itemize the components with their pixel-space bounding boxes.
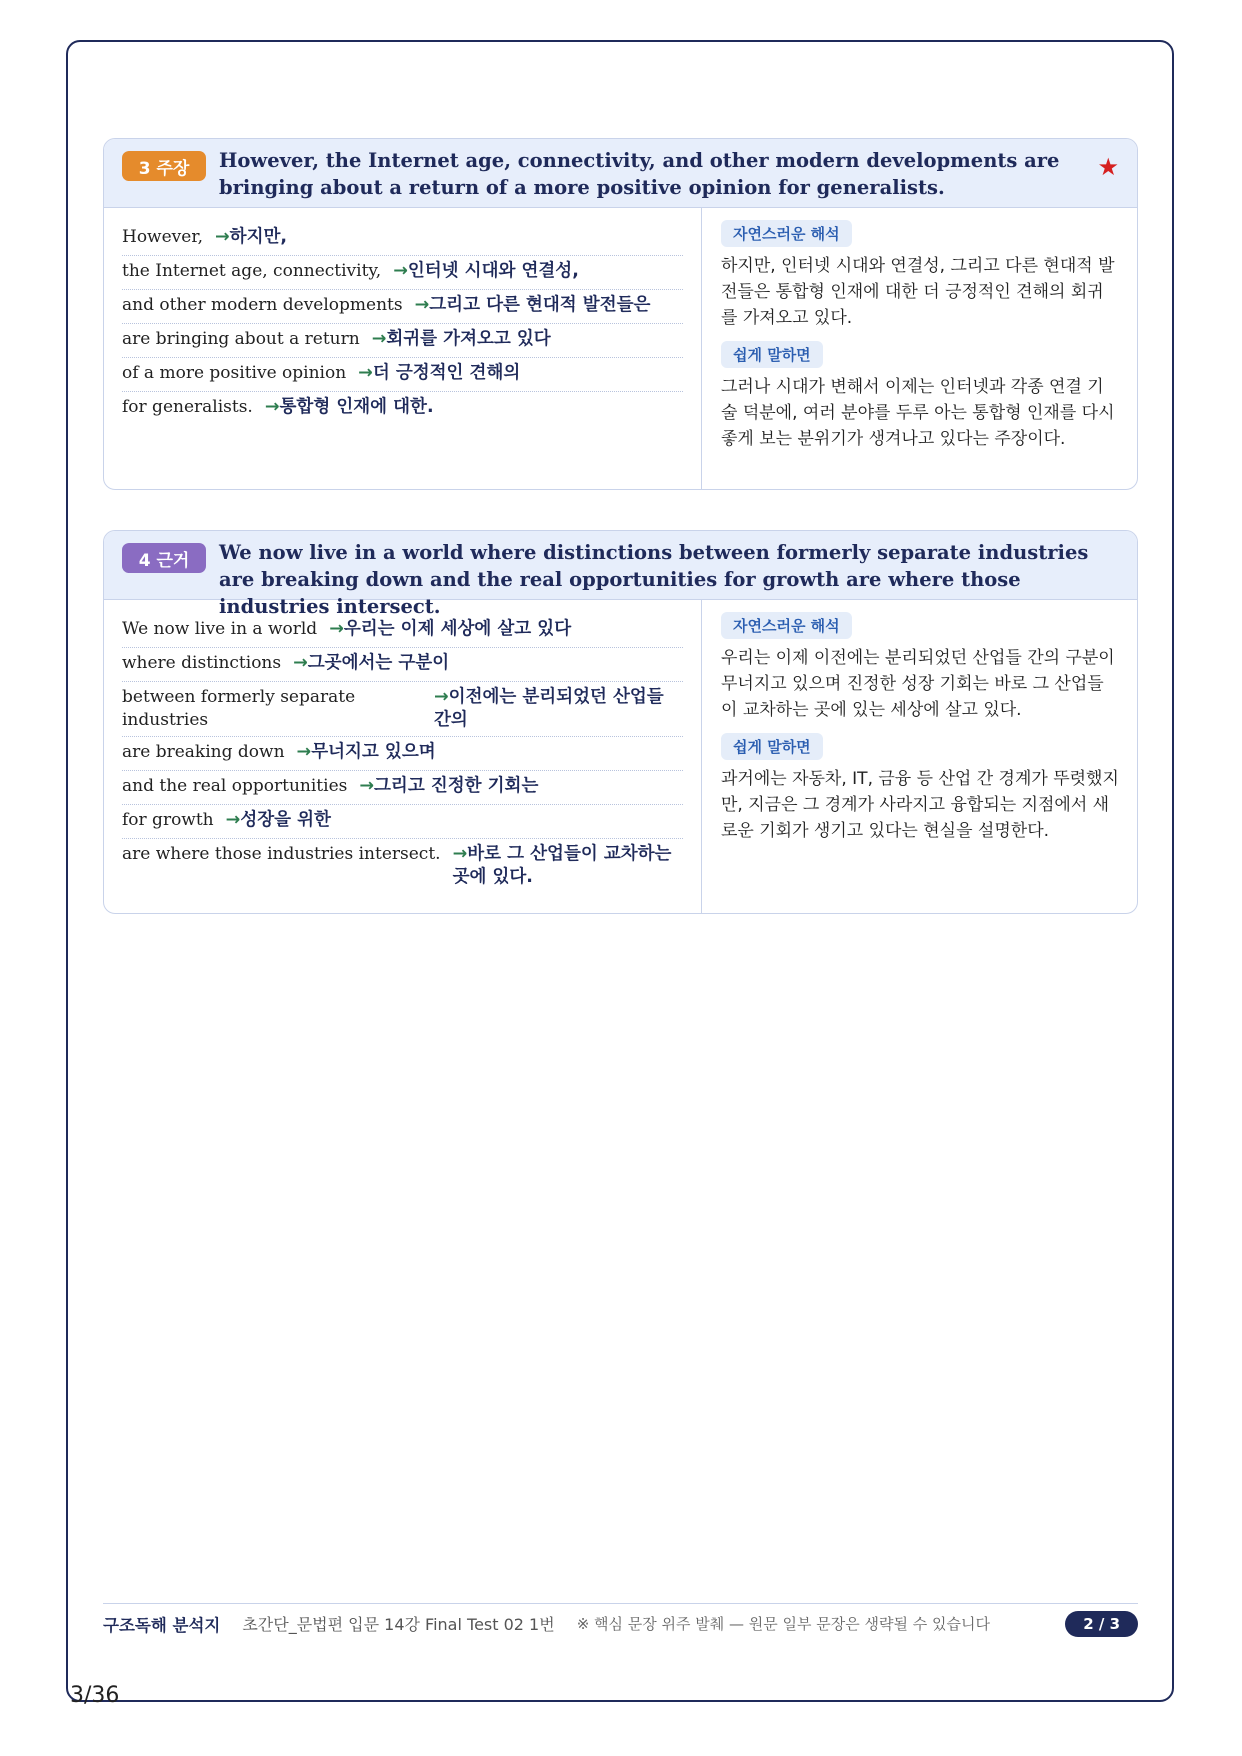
headline-sentence: However, the Internet age, connectivity, and other modern developments are bringing about a return of a more positive opinion for generalists. — [219, 149, 1060, 199]
chunk-row — [122, 324, 683, 358]
chunk-row — [122, 682, 683, 737]
easy-explanation-label: 쉽게 말하면 — [721, 733, 823, 760]
chunk-row — [122, 737, 683, 771]
arrow-icon: → — [414, 295, 430, 315]
chunk-row — [122, 358, 683, 392]
korean-chunk: 그리고 진정한 기회는 — [374, 776, 539, 796]
chunk-row — [122, 805, 683, 839]
korean-chunk: 하지만, — [229, 227, 288, 247]
english-chunk: We now live in a world — [122, 619, 318, 639]
chunk-analysis — [104, 600, 702, 913]
english-chunk: and other modern developments — [122, 295, 403, 315]
english-chunk: are breaking down — [122, 742, 285, 762]
english-chunk: However, — [122, 227, 203, 247]
page-count: 3/36 — [70, 1683, 120, 1708]
korean-chunk: 바로 그 산업들이 교차하는 곳에 있다. — [452, 844, 672, 887]
headline-sentence: We now live in a world where distinctions between formerly separate industries are breaking down and the real opportunities for growth are where those industries intersect. — [219, 541, 1089, 618]
section-badge: 4 근거 — [122, 543, 206, 573]
arrow-icon: → — [215, 227, 230, 247]
easy-explanation: 그러나 시대가 변해서 이제는 인터넷과 각종 연결 기술 덕분에, 여러 분야를 두루 아는 통합형 인재를 다시 좋게 보는 분위기가 생겨나고 있다는 주장이다. — [721, 377, 1115, 449]
natural-translation: 우리는 이제 이전에는 분리되었던 산업들 간의 구분이 무너지고 있으며 진정한 성장 기회는 바로 그 산업들이 교차하는 곳에 있는 세상에 살고 있다. — [721, 648, 1115, 720]
korean-chunk: 회귀를 가져오고 있다 — [386, 329, 551, 349]
chunk-row — [122, 222, 683, 256]
arrow-icon: → — [264, 397, 280, 417]
chunk-row — [122, 771, 683, 805]
arrow-icon: → — [358, 363, 373, 383]
section-badge: 3 주장 — [122, 151, 206, 181]
chunk-row — [122, 290, 683, 324]
arrow-icon: → — [329, 619, 344, 639]
footer-source: 초간단_문법편 입문 14강 Final Test 02 1번 — [242, 1615, 555, 1634]
sentence-card-3 — [103, 138, 1138, 490]
star-icon: ★ — [1097, 153, 1119, 181]
english-chunk: the Internet age, connectivity, — [122, 261, 382, 281]
natural-translation-label: 자연스러운 해석 — [721, 220, 852, 247]
natural-translation-label: 자연스러운 해석 — [721, 612, 852, 639]
chunk-analysis — [104, 208, 702, 489]
arrow-icon: → — [452, 844, 468, 864]
natural-translation: 하지만, 인터넷 시대와 연결성, 그리고 다른 현대적 발전들은 통합형 인재에 대한 더 긍정적인 견해의 회귀를 가져오고 있다. — [721, 256, 1115, 328]
korean-chunk: 성장을 위한 — [240, 810, 331, 830]
korean-chunk: 이전에는 분리되었던 산업들 간의 — [434, 687, 664, 730]
english-chunk: are where those industries intersect. — [122, 844, 441, 864]
translation-panel — [702, 600, 1137, 913]
arrow-icon: → — [359, 776, 375, 796]
arrow-icon: → — [371, 329, 387, 349]
korean-chunk: 그곳에서는 구분이 — [307, 653, 450, 673]
korean-chunk: 무너지고 있으며 — [311, 742, 436, 762]
page-footer — [103, 1603, 1138, 1643]
translation-panel — [702, 208, 1137, 489]
korean-chunk: 통합형 인재에 대한. — [279, 397, 434, 417]
korean-chunk: 그리고 다른 현대적 발전들은 — [429, 295, 651, 315]
arrow-icon: → — [393, 261, 408, 281]
english-chunk: of a more positive opinion — [122, 363, 347, 383]
arrow-icon: → — [293, 653, 308, 673]
arrow-icon: → — [296, 742, 312, 762]
card-header — [104, 139, 1137, 208]
easy-explanation-label: 쉽게 말하면 — [721, 341, 823, 368]
chunk-row — [122, 839, 683, 893]
sentence-card-4 — [103, 530, 1138, 914]
chunk-row — [122, 648, 683, 682]
easy-explanation: 과거에는 자동차, IT, 금융 등 산업 간 경계가 뚜렷했지만, 지금은 그 경계가 사라지고 융합되는 지점에서 새로운 기회가 생기고 있다는 현실을 설명한다. — [721, 769, 1119, 841]
english-chunk: where distinctions — [122, 653, 282, 673]
arrow-icon: → — [434, 687, 449, 707]
chunk-row — [122, 256, 683, 290]
english-chunk: for generalists. — [122, 397, 253, 417]
chunk-row — [122, 614, 683, 648]
korean-chunk: 인터넷 시대와 연결성, — [407, 261, 579, 281]
footer-note: ※ 핵심 문장 위주 발췌 — 원문 일부 문장은 생략될 수 있습니다 — [576, 1615, 990, 1633]
english-chunk: for growth — [122, 810, 214, 830]
english-chunk: are bringing about a return — [122, 329, 360, 349]
footer-brand: 구조독해 분석지 — [103, 1615, 221, 1635]
english-chunk: and the real opportunities — [122, 776, 348, 796]
page-indicator: 2 / 3 — [1065, 1611, 1138, 1637]
korean-chunk: 우리는 이제 세상에 살고 있다 — [343, 619, 572, 639]
arrow-icon: → — [225, 810, 241, 830]
chunk-row — [122, 392, 683, 425]
korean-chunk: 더 긍정적인 견해의 — [372, 363, 521, 383]
card-header — [104, 531, 1137, 618]
english-chunk: between formerly separate industries — [122, 687, 356, 730]
